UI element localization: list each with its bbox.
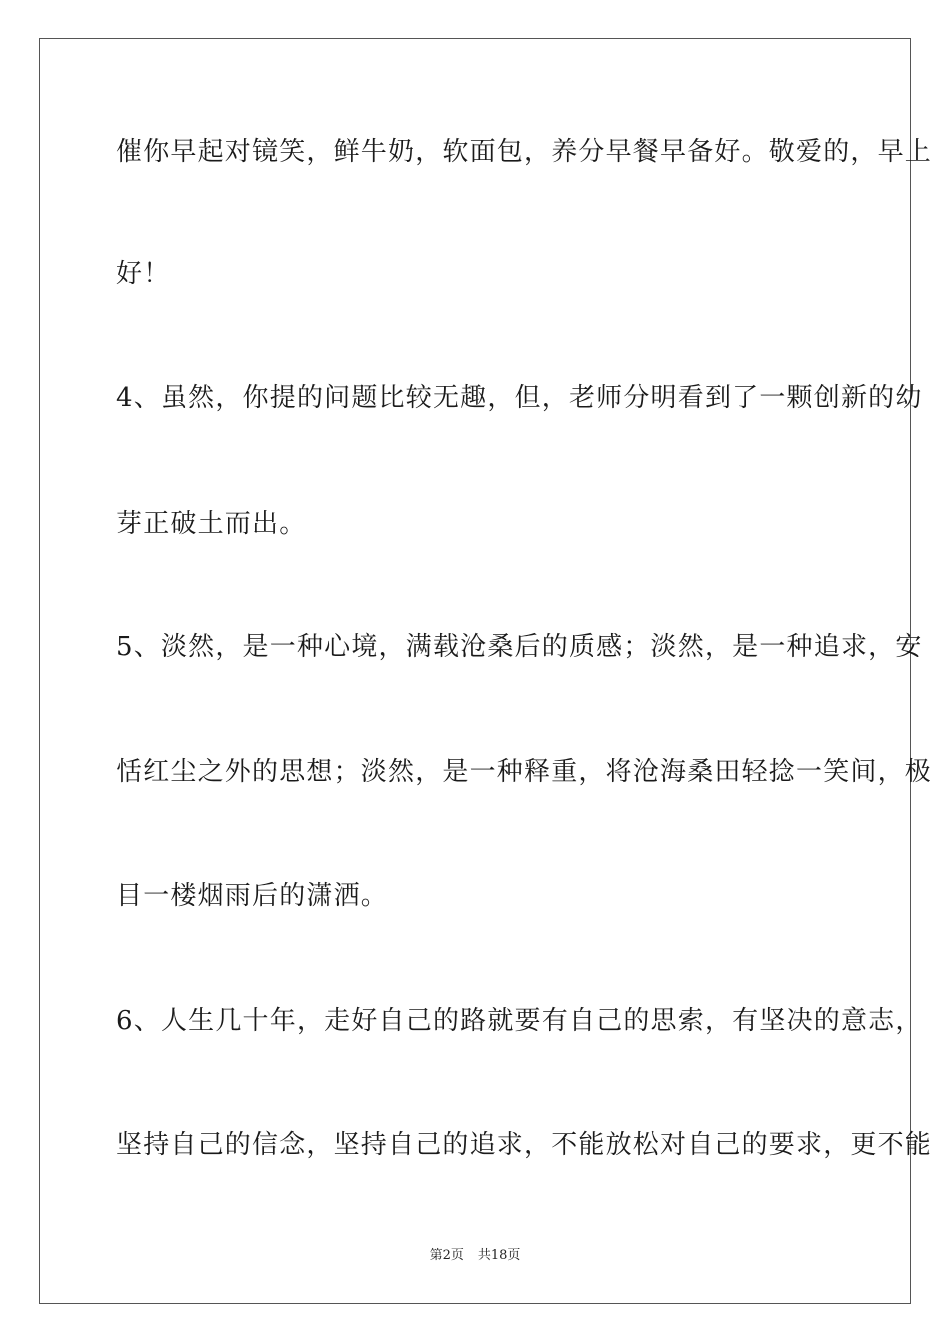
text-line: 4、虽然，你提的问题比较无趣，但，老师分明看到了一颗创新的幼 — [116, 383, 923, 413]
text-line: 恬红尘之外的思想；淡然，是一种释重，将沧海桑田轻捻一笑间，极 — [116, 757, 933, 787]
total-pages: 共18页 — [477, 1248, 521, 1263]
page-number: 第2页 — [429, 1248, 464, 1263]
text-line: 目一楼烟雨后的潇洒。 — [116, 881, 389, 911]
text-line: 坚持自己的信念，坚持自己的追求，不能放松对自己的要求，更不能 — [116, 1130, 933, 1160]
text-line: 催你早起对镜笑，鲜牛奶，软面包，养分早餐早备好。敬爱的，早上 — [116, 137, 933, 167]
text-line: 5、淡然，是一种心境，满载沧桑后的质感；淡然，是一种追求，安 — [116, 632, 923, 662]
text-line: 6、人生几十年，走好自己的路就要有自己的思索，有坚决的意志， — [116, 1006, 923, 1036]
page-footer — [0, 1247, 950, 1265]
text-line: 好！ — [116, 259, 171, 289]
page-border — [39, 38, 933, 1304]
text-line: 芽正破土而出。 — [116, 509, 307, 539]
